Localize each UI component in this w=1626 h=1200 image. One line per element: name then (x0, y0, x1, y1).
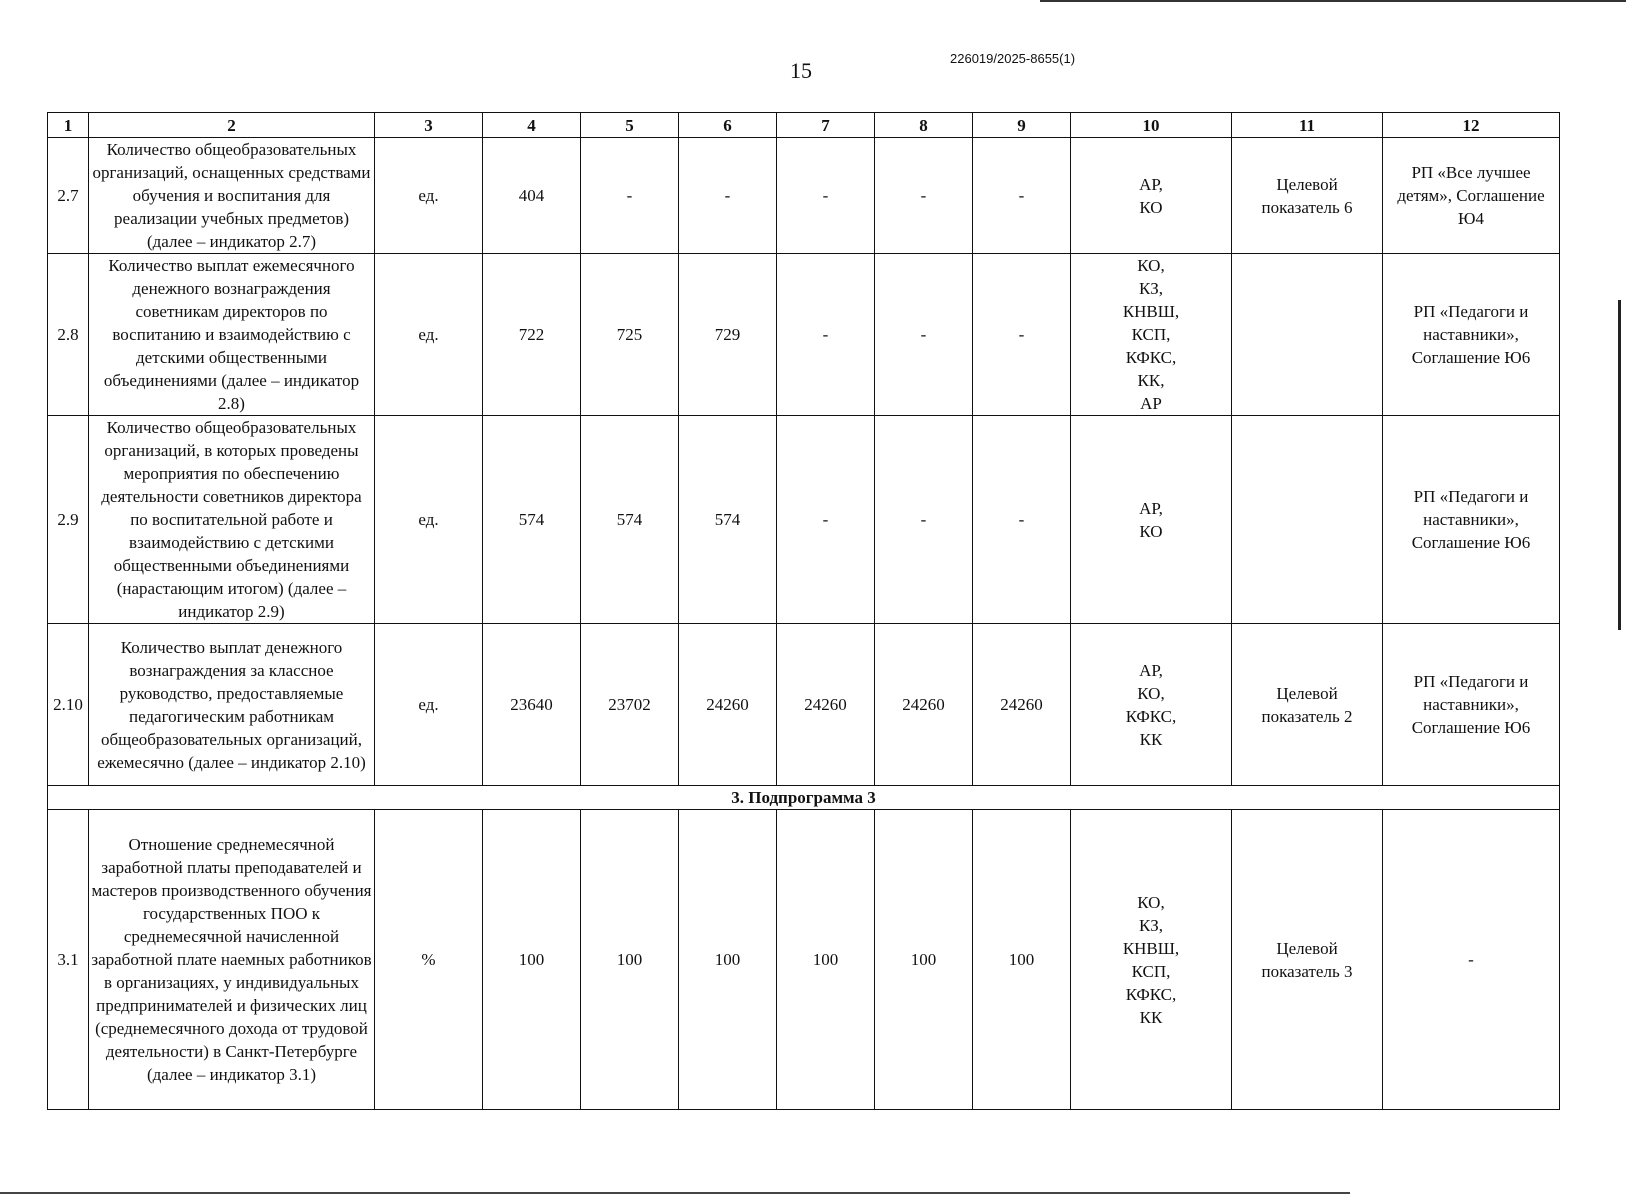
target-indicator-cell: Целевой показатель 3 (1232, 810, 1383, 1110)
value-cell: 100 (875, 810, 973, 1110)
top-rule (1040, 0, 1626, 2)
document-id: 226019/2025-8655(1) (950, 51, 1076, 66)
value-cell: - (777, 138, 875, 254)
value-cell: 100 (679, 810, 777, 1110)
source-cell: - (1383, 810, 1560, 1110)
executors-cell: АР, КО (1071, 416, 1232, 624)
value-cell: 24260 (777, 624, 875, 786)
value-cell: - (973, 254, 1071, 416)
value-cell: - (875, 138, 973, 254)
value-cell: 100 (777, 810, 875, 1110)
row-number: 3.1 (48, 810, 89, 1110)
header-cell: 9 (973, 113, 1071, 138)
table-row (48, 138, 1560, 254)
value-cell: 100 (483, 810, 581, 1110)
indicator-name: Отношение среднемесячной заработной платы преподавателей и мастеров производственного обучения государственных ПОО к среднемесячной начисленной заработной плате наемных работников в организациях, у индивидуальных предпринимателей и физических лиц (среднемесячного дохода от трудовой деятельности) в Санкт-Петербурге (далее – индикатор 3.1) (89, 810, 375, 1110)
value-cell: - (875, 254, 973, 416)
source-cell: РП «Педагоги и наставники», Соглашение Ю6 (1383, 624, 1560, 786)
value-cell: 23702 (581, 624, 679, 786)
value-cell: 100 (973, 810, 1071, 1110)
header-cell: 11 (1232, 113, 1383, 138)
source-cell: РП «Все лучшее детям», Соглашение Ю4 (1383, 138, 1560, 254)
value-cell: - (777, 254, 875, 416)
target-indicator-cell (1232, 416, 1383, 624)
value-cell: 24260 (973, 624, 1071, 786)
table-row (48, 254, 1560, 416)
unit-cell: ед. (375, 624, 483, 786)
value-cell: 574 (483, 416, 581, 624)
target-indicator-cell: Целевой показатель 6 (1232, 138, 1383, 254)
row-number: 2.7 (48, 138, 89, 254)
indicator-name: Количество выплат ежемесячного денежного вознаграждения советникам директоров по воспитанию и взаимодействию с детскими общественными объединениями (далее – индикатор 2.8) (89, 254, 375, 416)
value-cell: 404 (483, 138, 581, 254)
value-cell: - (973, 416, 1071, 624)
value-cell: 24260 (679, 624, 777, 786)
value-cell: 23640 (483, 624, 581, 786)
value-cell: 574 (581, 416, 679, 624)
section-header-row (48, 786, 1560, 810)
value-cell: 725 (581, 254, 679, 416)
header-cell: 7 (777, 113, 875, 138)
section-title: 3. Подпрограмма 3 (48, 786, 1560, 810)
value-cell: - (875, 416, 973, 624)
indicators-table (47, 112, 1560, 1110)
value-cell: 574 (679, 416, 777, 624)
value-cell: - (973, 138, 1071, 254)
page-number: 15 (790, 58, 812, 83)
row-number: 2.10 (48, 624, 89, 786)
bottom-rule (0, 1192, 1350, 1194)
header-cell: 3 (375, 113, 483, 138)
indicator-name: Количество выплат денежного вознаграждения за классное руководство, предоставляемые педагогическим работникам общеобразовательных организаций, ежемесячно (далее – индикатор 2.10) (89, 624, 375, 786)
table-row (48, 416, 1560, 624)
unit-cell: ед. (375, 254, 483, 416)
target-indicator-cell: Целевой показатель 2 (1232, 624, 1383, 786)
value-cell: - (581, 138, 679, 254)
header-cell: 2 (89, 113, 375, 138)
value-cell: 729 (679, 254, 777, 416)
executors-cell: КО, КЗ, КНВШ, КСП, КФКС, КК (1071, 810, 1232, 1110)
value-cell: 24260 (875, 624, 973, 786)
row-number: 2.8 (48, 254, 89, 416)
table-row (48, 624, 1560, 786)
header-cell: 10 (1071, 113, 1232, 138)
header-cell: 12 (1383, 113, 1560, 138)
source-cell: РП «Педагоги и наставники», Соглашение Ю6 (1383, 416, 1560, 624)
value-cell: - (777, 416, 875, 624)
value-cell: 100 (581, 810, 679, 1110)
scan-edge-mark (1618, 300, 1621, 630)
unit-cell: % (375, 810, 483, 1110)
indicator-name: Количество общеобразовательных организаций, в которых проведены мероприятия по обеспечению деятельности советников директора по воспитательной работе и взаимодействию с детскими общественными объединениями (нарастающим итогом) (далее – индикатор 2.9) (89, 416, 375, 624)
table-row (48, 810, 1560, 1110)
executors-cell: АР, КО (1071, 138, 1232, 254)
executors-cell: КО, КЗ, КНВШ, КСП, КФКС, КК, АР (1071, 254, 1232, 416)
header-cell: 6 (679, 113, 777, 138)
header-cell: 5 (581, 113, 679, 138)
value-cell: 722 (483, 254, 581, 416)
target-indicator-cell (1232, 254, 1383, 416)
unit-cell: ед. (375, 138, 483, 254)
header-cell: 8 (875, 113, 973, 138)
header-cell: 1 (48, 113, 89, 138)
indicator-name: Количество общеобразовательных организаций, оснащенных средствами обучения и воспитания для реализации учебных предметов) (далее – индикатор 2.7) (89, 138, 375, 254)
unit-cell: ед. (375, 416, 483, 624)
row-number: 2.9 (48, 416, 89, 624)
value-cell: - (679, 138, 777, 254)
executors-cell: АР, КО, КФКС, КК (1071, 624, 1232, 786)
header-cell: 4 (483, 113, 581, 138)
table-header-row (48, 113, 1560, 138)
source-cell: РП «Педагоги и наставники», Соглашение Ю6 (1383, 254, 1560, 416)
